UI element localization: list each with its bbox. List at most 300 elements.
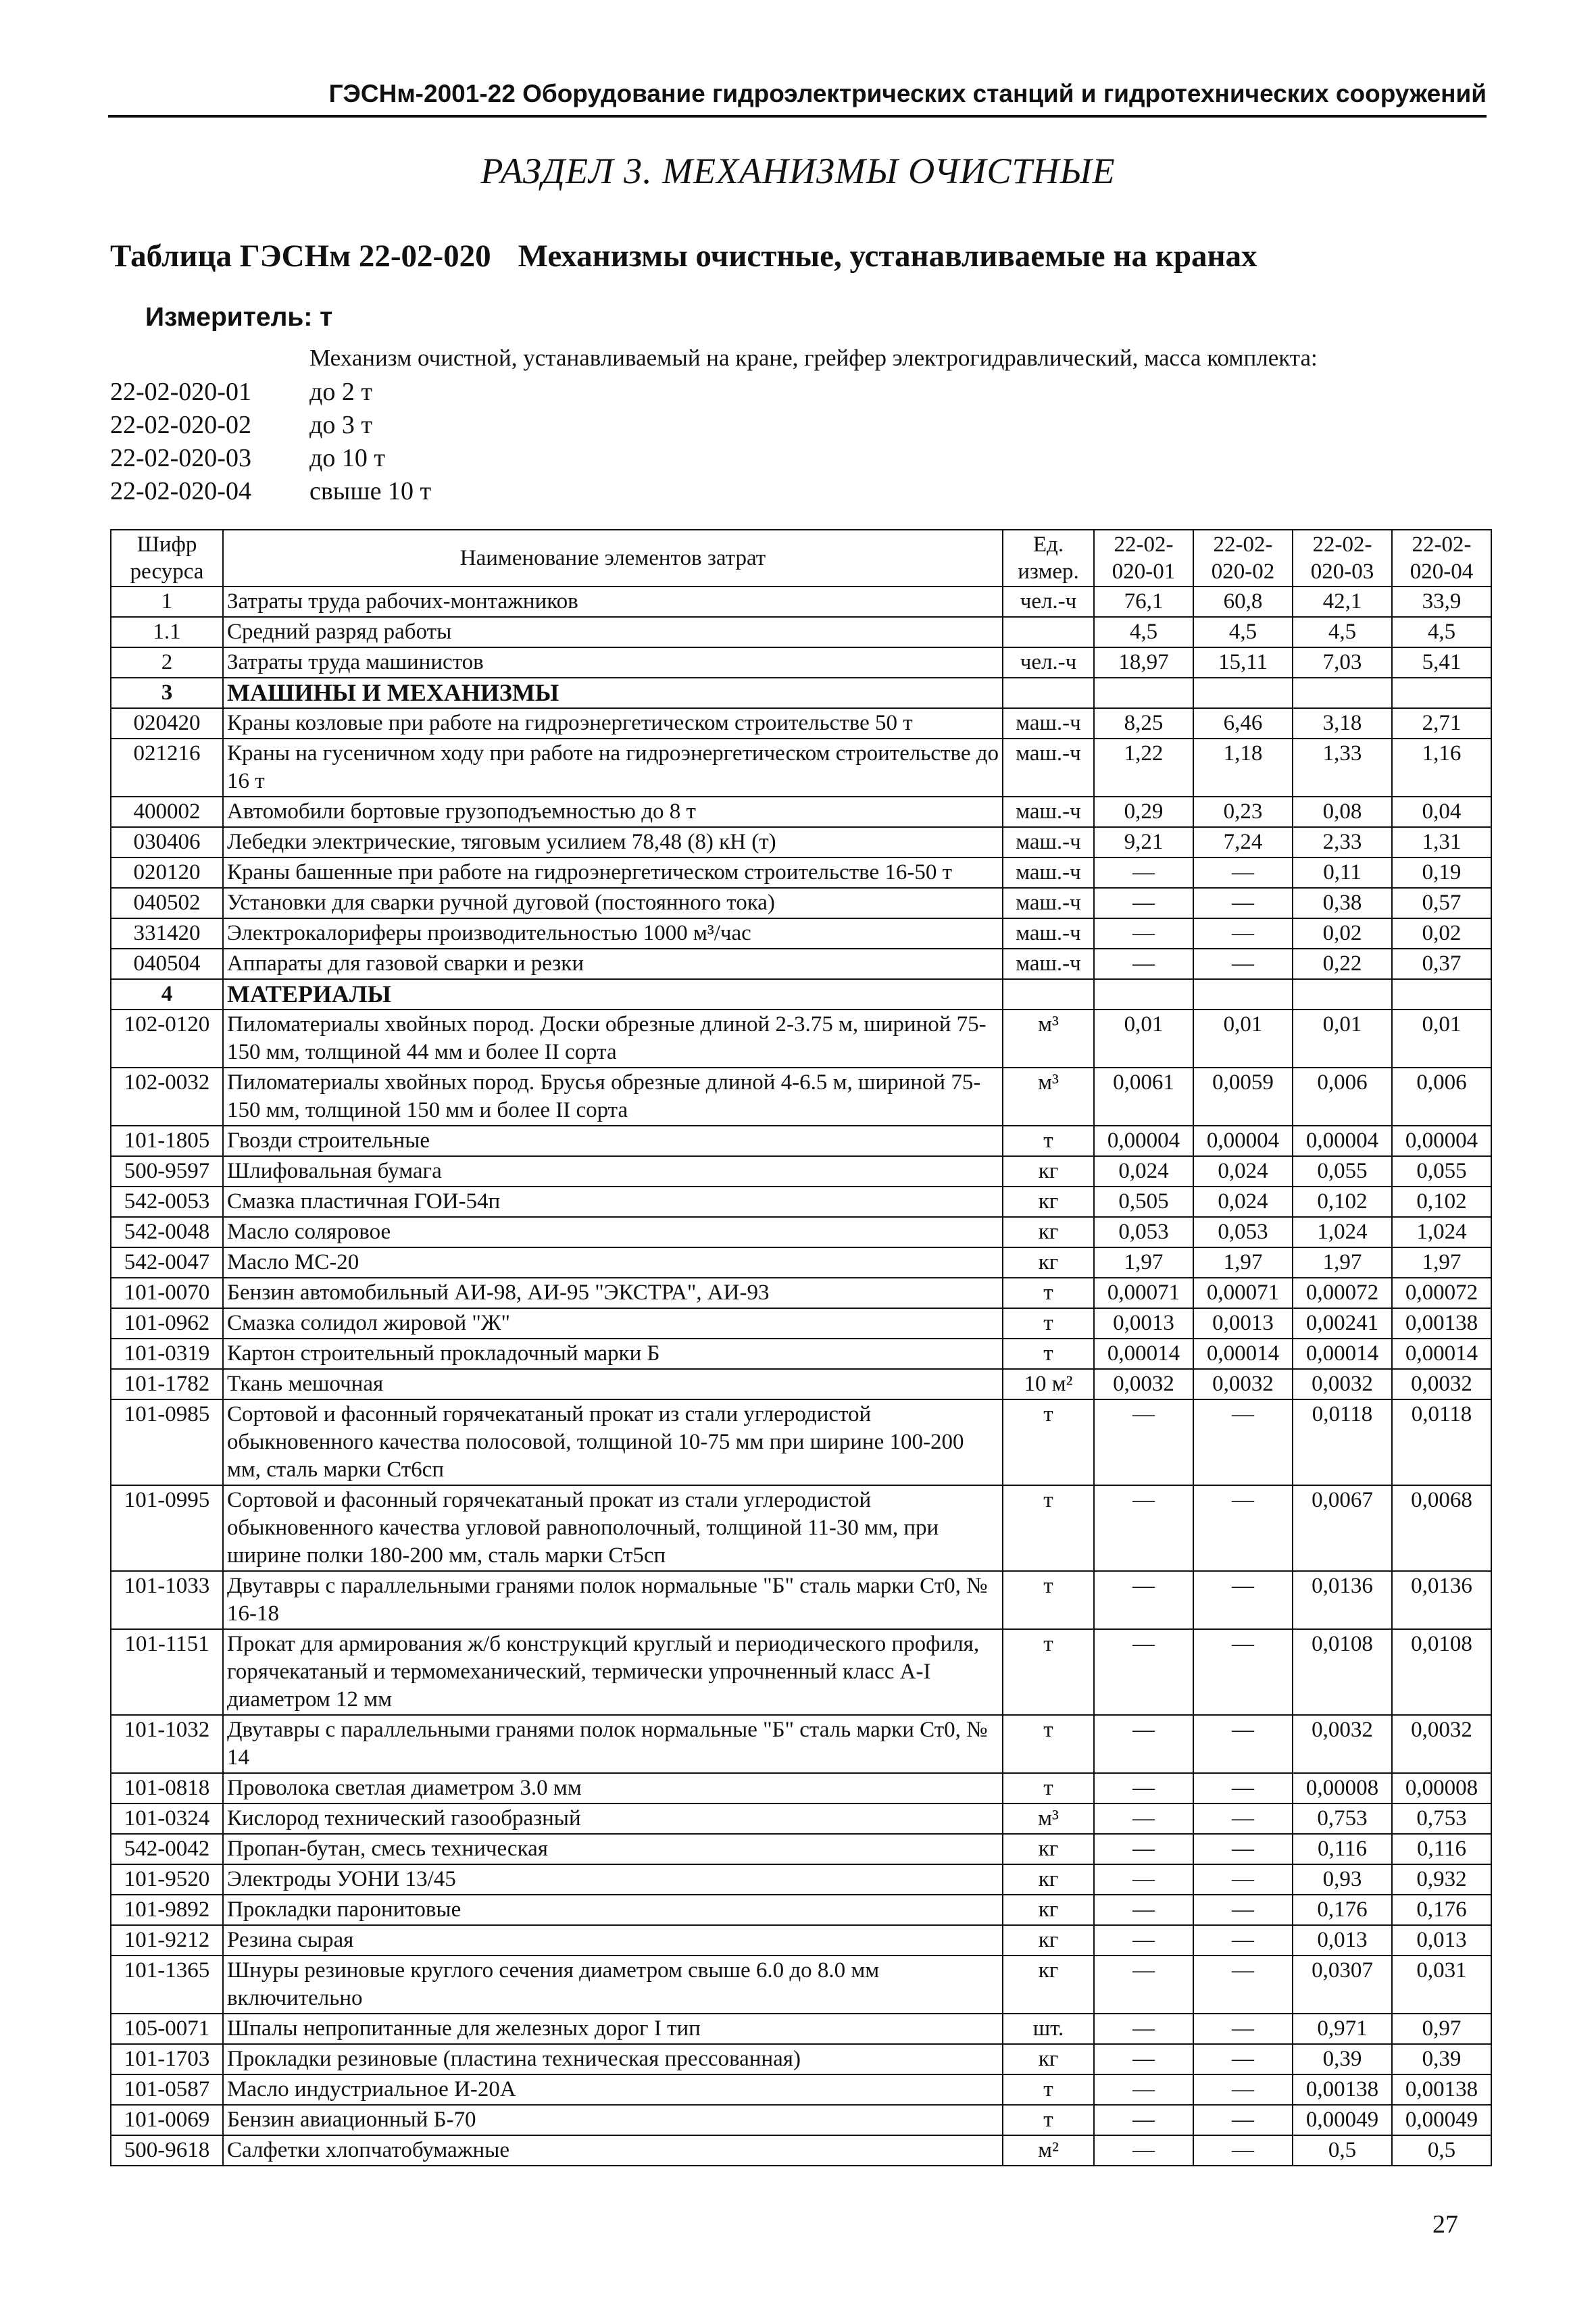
row-code: 102-0032 (111, 1068, 223, 1126)
row-code: 101-9520 (111, 1864, 223, 1895)
row-unit: кг (1003, 1925, 1094, 1956)
table-row (111, 797, 1491, 827)
row-value-col1: 0,0061 (1094, 1068, 1193, 1126)
row-unit: кг (1003, 1187, 1094, 1217)
table-section-row (111, 678, 1491, 708)
row-value-col4: 0,04 (1392, 797, 1491, 827)
row-code: 101-0995 (111, 1485, 223, 1571)
row-code: 101-0069 (111, 2105, 223, 2135)
header-name: Наименование элементов затрат (223, 530, 1003, 587)
table-row (111, 1895, 1491, 1925)
table-row (111, 1925, 1491, 1956)
row-name: Прокладки паронитовые (223, 1895, 1003, 1925)
row-value-col3: 2,33 (1293, 827, 1392, 857)
row-value-col2: 0,23 (1193, 797, 1293, 827)
row-name: Краны башенные при работе на гидроэнергетическом строительстве 16-50 т (223, 857, 1003, 888)
row-unit: т (1003, 1629, 1094, 1715)
row-value-col3: 0,753 (1293, 1803, 1392, 1834)
spec-item-text: до 3 т (309, 410, 372, 439)
row-name: Аппараты для газовой сварки и резки (223, 949, 1003, 979)
row-value-col1: 0,00071 (1094, 1278, 1193, 1308)
row-name: Смазка солидол жировой "Ж" (223, 1308, 1003, 1339)
row-value-col3: 3,18 (1293, 708, 1392, 739)
table-row (111, 857, 1491, 888)
table-row (111, 1156, 1491, 1187)
row-name: Бензин автомобильный АИ-98, АИ-95 "ЭКСТРА", АИ-93 (223, 1278, 1003, 1308)
row-value-col3: 0,102 (1293, 1187, 1392, 1217)
header-code: Шифр ресурса (111, 530, 223, 587)
row-name: Автомобили бортовые грузоподъемностью до 8 т (223, 797, 1003, 827)
table-row (111, 2074, 1491, 2105)
row-value-col3: 0,0032 (1293, 1715, 1392, 1773)
section-title: РАЗДЕЛ 3. МЕХАНИЗМЫ ОЧИСТНЫЕ (480, 151, 1116, 191)
row-value-col1: — (1094, 1571, 1193, 1629)
table-caption (110, 238, 1529, 274)
row-value-col3: 0,5 (1293, 2135, 1392, 2166)
row-value-col4: 0,031 (1392, 1956, 1491, 2014)
row-code: 1.1 (111, 617, 223, 647)
row-value-col1: 0,0032 (1094, 1369, 1193, 1399)
row-unit (1003, 979, 1094, 1010)
row-name: Смазка пластичная ГОИ-54п (223, 1187, 1003, 1217)
row-unit (1003, 678, 1094, 708)
row-code: 101-1032 (111, 1715, 223, 1773)
row-value-col3 (1293, 979, 1392, 1010)
row-value-col3: 0,006 (1293, 1068, 1392, 1126)
row-value-col4: 0,753 (1392, 1803, 1491, 1834)
row-code: 101-9212 (111, 1925, 223, 1956)
row-value-col4: 0,102 (1392, 1187, 1491, 1217)
table-row (111, 1339, 1491, 1369)
row-name: Двутавры с параллельными гранями полок нормальные "Б" сталь марки Ст0, № 14 (223, 1715, 1003, 1773)
row-value-col3: 0,08 (1293, 797, 1392, 827)
row-value-col4: 0,5 (1392, 2135, 1491, 2166)
row-value-col2: — (1193, 1571, 1293, 1629)
row-code: 030406 (111, 827, 223, 857)
row-value-col3: 0,0118 (1293, 1399, 1392, 1485)
header-unit: Ед. измер. (1003, 530, 1094, 587)
row-value-col2: 6,46 (1193, 708, 1293, 739)
row-unit: т (1003, 1715, 1094, 1773)
row-name: Пиломатериалы хвойных пород. Брусья обрезные длиной 4-6.5 м, шириной 75-150 мм, толщиной 150 мм и более II сорта (223, 1068, 1003, 1126)
row-value-col4: 1,16 (1392, 739, 1491, 797)
row-value-col4: 0,0032 (1392, 1369, 1491, 1399)
row-value-col1: 1,97 (1094, 1247, 1193, 1278)
row-value-col4: 0,00008 (1392, 1773, 1491, 1803)
row-value-col4: 0,00138 (1392, 1308, 1491, 1339)
row-code: 040504 (111, 949, 223, 979)
row-value-col1: — (1094, 2074, 1193, 2105)
row-value-col3: 1,024 (1293, 1217, 1392, 1247)
row-value-col1: 0,0013 (1094, 1308, 1193, 1339)
row-value-col4: 0,176 (1392, 1895, 1491, 1925)
row-value-col4: 0,37 (1392, 949, 1491, 979)
row-unit: м³ (1003, 1068, 1094, 1126)
row-value-col3: 4,5 (1293, 617, 1392, 647)
row-code: 400002 (111, 797, 223, 827)
row-value-col4: 1,97 (1392, 1247, 1491, 1278)
header-rule (108, 115, 1487, 118)
row-unit: чел.-ч (1003, 647, 1094, 678)
measure-unit: Измеритель: т (145, 303, 333, 332)
row-value-col2: — (1193, 949, 1293, 979)
table-row (111, 1864, 1491, 1895)
row-value-col4: 0,0108 (1392, 1629, 1491, 1715)
row-name: Масло индустриальное И-20А (223, 2074, 1003, 2105)
row-unit: маш.-ч (1003, 827, 1094, 857)
row-value-col1: 0,505 (1094, 1187, 1193, 1217)
row-value-col4: 0,57 (1392, 888, 1491, 918)
row-value-col1: 8,25 (1094, 708, 1193, 739)
row-value-col1: — (1094, 1834, 1193, 1864)
row-name: Пиломатериалы хвойных пород. Доски обрезные длиной 2-3.75 м, шириной 75-150 мм, толщиной 44 мм и более II сорта (223, 1010, 1003, 1068)
table-caption-name: Механизмы очистные, устанавливаемые на кранах (518, 239, 1257, 274)
page-number: 27 (1432, 2210, 1458, 2239)
row-value-col4 (1392, 678, 1491, 708)
row-value-col4 (1392, 979, 1491, 1010)
row-value-col2: — (1193, 857, 1293, 888)
table-row (111, 888, 1491, 918)
row-value-col1: 1,22 (1094, 739, 1193, 797)
table-header-row (111, 530, 1491, 587)
row-value-col1: 0,024 (1094, 1156, 1193, 1187)
row-value-col4: 0,0032 (1392, 1715, 1491, 1773)
row-code: 101-1033 (111, 1571, 223, 1629)
row-value-col3: 0,0032 (1293, 1369, 1392, 1399)
row-value-col3: 1,97 (1293, 1247, 1392, 1278)
row-value-col2: 7,24 (1193, 827, 1293, 857)
row-unit: маш.-ч (1003, 797, 1094, 827)
row-code: 101-0818 (111, 1773, 223, 1803)
row-unit: т (1003, 1571, 1094, 1629)
row-value-col2: — (1193, 2105, 1293, 2135)
row-value-col1: — (1094, 2105, 1193, 2135)
row-value-col2: 0,01 (1193, 1010, 1293, 1068)
row-value-col3: 1,33 (1293, 739, 1392, 797)
row-value-col2: 15,11 (1193, 647, 1293, 678)
row-value-col4: 0,0136 (1392, 1571, 1491, 1629)
spec-item (110, 375, 431, 408)
row-value-col2: 0,00071 (1193, 1278, 1293, 1308)
row-value-col3: 0,0108 (1293, 1629, 1392, 1715)
row-value-col1: — (1094, 1399, 1193, 1485)
row-value-col4: 1,024 (1392, 1217, 1491, 1247)
row-code: 021216 (111, 739, 223, 797)
row-code: 1 (111, 587, 223, 617)
row-value-col3 (1293, 678, 1392, 708)
row-value-col2: — (1193, 1715, 1293, 1773)
row-code: 101-0319 (111, 1339, 223, 1369)
row-value-col4: 0,00072 (1392, 1278, 1491, 1308)
table-section-row (111, 979, 1491, 1010)
row-name: Прокладки резиновые (пластина техническая прессованная) (223, 2044, 1003, 2074)
row-value-col3: 0,055 (1293, 1156, 1392, 1187)
spec-item (110, 441, 431, 474)
row-value-col1: 76,1 (1094, 587, 1193, 617)
row-unit: 10 м² (1003, 1369, 1094, 1399)
row-value-col1: — (1094, 2135, 1193, 2166)
row-value-col1: 0,01 (1094, 1010, 1193, 1068)
row-value-col3: 0,116 (1293, 1834, 1392, 1864)
row-name: Сортовой и фасонный горячекатаный прокат из стали углеродистой обыкновенного качества полосовой, толщиной 10-75 мм при ширине 100-200 мм, сталь марки Ст6сп (223, 1399, 1003, 1485)
row-unit: кг (1003, 2044, 1094, 2074)
row-value-col4: 2,71 (1392, 708, 1491, 739)
row-unit: т (1003, 1126, 1094, 1156)
row-unit: шт. (1003, 2014, 1094, 2044)
row-value-col4: 0,19 (1392, 857, 1491, 888)
spec-item (110, 474, 431, 507)
row-value-col3: 0,00014 (1293, 1339, 1392, 1369)
row-unit: т (1003, 1773, 1094, 1803)
row-name: Лебедки электрические, тяговым усилием 78,48 (8) кН (т) (223, 827, 1003, 857)
row-value-col2: 0,053 (1193, 1217, 1293, 1247)
spec-code-list (110, 375, 431, 507)
row-value-col3: 0,176 (1293, 1895, 1392, 1925)
row-value-col4: 0,0118 (1392, 1399, 1491, 1485)
row-unit: кг (1003, 1834, 1094, 1864)
table-row (111, 708, 1491, 739)
row-value-col1: — (1094, 1485, 1193, 1571)
row-value-col3: 7,03 (1293, 647, 1392, 678)
spec-item-code: 22-02-020-04 (110, 476, 251, 505)
spec-item-text: свыше 10 т (309, 476, 432, 505)
row-name: Шпалы непропитанные для железных дорог I тип (223, 2014, 1003, 2044)
row-value-col1: — (1094, 1803, 1193, 1834)
table-row (111, 647, 1491, 678)
table-row (111, 1485, 1491, 1571)
row-name: Краны козловые при работе на гидроэнергетическом строительстве 50 т (223, 708, 1003, 739)
row-name: Салфетки хлопчатобумажные (223, 2135, 1003, 2166)
row-name: Пропан-бутан, смесь техническая (223, 1834, 1003, 1864)
row-name: Кислород технический газообразный (223, 1803, 1003, 1834)
row-value-col1 (1094, 678, 1193, 708)
row-name: Краны на гусеничном ходу при работе на гидроэнергетическом строительстве до 16 т (223, 739, 1003, 797)
row-value-col2: 1,97 (1193, 1247, 1293, 1278)
row-name: Масло МС-20 (223, 1247, 1003, 1278)
row-unit: т (1003, 1485, 1094, 1571)
row-value-col4: 33,9 (1392, 587, 1491, 617)
row-value-col2: 4,5 (1193, 617, 1293, 647)
row-code: 542-0047 (111, 1247, 223, 1278)
row-value-col1: 0,00004 (1094, 1126, 1193, 1156)
header-col3: 22-02-020-03 (1293, 530, 1392, 587)
row-value-col2 (1193, 678, 1293, 708)
spec-item-text: до 2 т (309, 377, 372, 406)
running-header: ГЭСНм-2001-22 Оборудование гидроэлектрических станций и гидротехнических сооружений (328, 80, 1487, 107)
row-value-col1: — (1094, 949, 1193, 979)
row-value-col3: 0,00008 (1293, 1773, 1392, 1803)
row-name: Электрокалориферы производительностью 1000 м³/час (223, 918, 1003, 949)
row-code: 020120 (111, 857, 223, 888)
row-value-col1: — (1094, 1715, 1193, 1773)
table-row (111, 1571, 1491, 1629)
row-value-col3: 0,22 (1293, 949, 1392, 979)
row-name: Картон строительный прокладочный марки Б (223, 1339, 1003, 1369)
row-unit: м² (1003, 2135, 1094, 2166)
row-value-col4: 0,00014 (1392, 1339, 1491, 1369)
row-value-col2: — (1193, 1956, 1293, 2014)
row-unit: чел.-ч (1003, 587, 1094, 617)
row-value-col4: 0,013 (1392, 1925, 1491, 1956)
table-row (111, 1399, 1491, 1485)
table-row (111, 1803, 1491, 1834)
row-value-col3: 0,0067 (1293, 1485, 1392, 1571)
row-value-col1: — (1094, 857, 1193, 888)
table-caption-label: Таблица ГЭСНм 22-02-020 (110, 239, 491, 274)
row-value-col1: — (1094, 1925, 1193, 1956)
row-unit: т (1003, 1308, 1094, 1339)
norm-table (110, 529, 1492, 2166)
spec-item-code: 22-02-020-01 (110, 377, 251, 406)
row-value-col2: 0,0032 (1193, 1369, 1293, 1399)
row-code: 101-1365 (111, 1956, 223, 2014)
row-value-col4: 0,932 (1392, 1864, 1491, 1895)
row-unit: кг (1003, 1895, 1094, 1925)
row-unit: кг (1003, 1156, 1094, 1187)
row-unit: т (1003, 2105, 1094, 2135)
row-code: 101-0324 (111, 1803, 223, 1834)
row-value-col4: 0,0068 (1392, 1485, 1491, 1571)
row-unit: кг (1003, 1956, 1094, 2014)
row-code: 500-9618 (111, 2135, 223, 2166)
row-unit: маш.-ч (1003, 708, 1094, 739)
row-value-col3: 0,39 (1293, 2044, 1392, 2074)
table-row (111, 2105, 1491, 2135)
row-value-col2: — (1193, 1925, 1293, 1956)
table-row (111, 1278, 1491, 1308)
header-col2: 22-02-020-02 (1193, 530, 1293, 587)
row-value-col2 (1193, 979, 1293, 1010)
row-code: 101-1151 (111, 1629, 223, 1715)
row-code: 542-0053 (111, 1187, 223, 1217)
row-value-col3: 0,0307 (1293, 1956, 1392, 2014)
row-name: Установки для сварки ручной дуговой (постоянного тока) (223, 888, 1003, 918)
row-value-col3: 0,971 (1293, 2014, 1392, 2044)
table-row (111, 918, 1491, 949)
row-unit: маш.-ч (1003, 857, 1094, 888)
row-value-col3: 0,00072 (1293, 1278, 1392, 1308)
table-row (111, 949, 1491, 979)
row-value-col4: 0,00049 (1392, 2105, 1491, 2135)
row-value-col4: 0,116 (1392, 1834, 1491, 1864)
row-value-col1: — (1094, 1956, 1193, 2014)
spec-item (110, 408, 431, 441)
row-value-col2: — (1193, 2014, 1293, 2044)
table-row (111, 827, 1491, 857)
row-value-col2: — (1193, 1399, 1293, 1485)
row-code: 101-0587 (111, 2074, 223, 2105)
table-row (111, 1247, 1491, 1278)
row-unit: кг (1003, 1864, 1094, 1895)
row-value-col1: — (1094, 2044, 1193, 2074)
row-value-col2: — (1193, 888, 1293, 918)
row-name: Ткань мешочная (223, 1369, 1003, 1399)
table-row (111, 1010, 1491, 1068)
row-value-col3: 0,00049 (1293, 2105, 1392, 2135)
row-value-col4: 0,02 (1392, 918, 1491, 949)
row-unit: м³ (1003, 1010, 1094, 1068)
row-code: 105-0071 (111, 2014, 223, 2044)
row-value-col2: — (1193, 1834, 1293, 1864)
row-unit: кг (1003, 1247, 1094, 1278)
row-value-col3: 0,02 (1293, 918, 1392, 949)
row-code: 101-1782 (111, 1369, 223, 1399)
row-name: МАШИНЫ И МЕХАНИЗМЫ (223, 678, 1003, 708)
row-code: 101-0070 (111, 1278, 223, 1308)
row-value-col1: 0,29 (1094, 797, 1193, 827)
row-name: Прокат для армирования ж/б конструкций круглый и периодического профиля, горячекатаный и термомеханический, термически упрочненный класс А-I диаметром 12 мм (223, 1629, 1003, 1715)
row-unit: т (1003, 1399, 1094, 1485)
table-body (111, 587, 1491, 2166)
header-col4: 22-02-020-04 (1392, 530, 1491, 587)
row-unit: маш.-ч (1003, 888, 1094, 918)
table-row (111, 587, 1491, 617)
row-value-col3: 0,38 (1293, 888, 1392, 918)
row-value-col2: — (1193, 1895, 1293, 1925)
row-code: 101-1805 (111, 1126, 223, 1156)
header-col1: 22-02-020-01 (1094, 530, 1193, 587)
row-code: 500-9597 (111, 1156, 223, 1187)
table-row (111, 1187, 1491, 1217)
row-code: 101-1703 (111, 2044, 223, 2074)
row-unit: м³ (1003, 1803, 1094, 1834)
row-name: Затраты труда машинистов (223, 647, 1003, 678)
row-code: 101-0985 (111, 1399, 223, 1485)
row-value-col2: 0,0013 (1193, 1308, 1293, 1339)
spec-item-code: 22-02-020-03 (110, 443, 251, 472)
spec-item-text: до 10 т (309, 443, 385, 472)
row-value-col2: 0,00014 (1193, 1339, 1293, 1369)
row-code: 542-0042 (111, 1834, 223, 1864)
row-unit: т (1003, 1339, 1094, 1369)
row-value-col3: 42,1 (1293, 587, 1392, 617)
row-value-col3: 0,00004 (1293, 1126, 1392, 1156)
row-name: Сортовой и фасонный горячекатаный прокат из стали углеродистой обыкновенного качества угловой равнополочный, толщиной 11-30 мм, при ширине полки 180-200 мм, сталь марки Ст5сп (223, 1485, 1003, 1571)
table-row (111, 739, 1491, 797)
table-row (111, 1217, 1491, 1247)
row-name: Шлифовальная бумага (223, 1156, 1003, 1187)
row-unit: т (1003, 1278, 1094, 1308)
row-value-col3: 0,11 (1293, 857, 1392, 888)
row-code: 101-0962 (111, 1308, 223, 1339)
row-value-col4: 0,01 (1392, 1010, 1491, 1068)
row-value-col2: 0,024 (1193, 1187, 1293, 1217)
row-value-col4: 0,006 (1392, 1068, 1491, 1126)
row-name: Шнуры резиновые круглого сечения диаметром свыше 6.0 до 8.0 мм включительно (223, 1956, 1003, 2014)
row-value-col1 (1094, 979, 1193, 1010)
row-unit (1003, 617, 1094, 647)
row-name: Проволока светлая диаметром 3.0 мм (223, 1773, 1003, 1803)
row-value-col3: 0,00241 (1293, 1308, 1392, 1339)
row-code: 020420 (111, 708, 223, 739)
row-code: 3 (111, 678, 223, 708)
row-value-col3: 0,01 (1293, 1010, 1392, 1068)
row-value-col2: 1,18 (1193, 739, 1293, 797)
table-row (111, 1126, 1491, 1156)
row-value-col2: 0,0059 (1193, 1068, 1293, 1126)
row-value-col4: 4,5 (1392, 617, 1491, 647)
row-value-col4: 0,00138 (1392, 2074, 1491, 2105)
table-row (111, 1369, 1491, 1399)
row-value-col3: 0,93 (1293, 1864, 1392, 1895)
row-name: Гвозди строительные (223, 1126, 1003, 1156)
row-name: Бензин авиационный Б-70 (223, 2105, 1003, 2135)
row-value-col1: — (1094, 918, 1193, 949)
row-value-col1: 4,5 (1094, 617, 1193, 647)
row-value-col1: — (1094, 1895, 1193, 1925)
row-value-col2: — (1193, 2074, 1293, 2105)
spec-item-code: 22-02-020-02 (110, 410, 251, 439)
